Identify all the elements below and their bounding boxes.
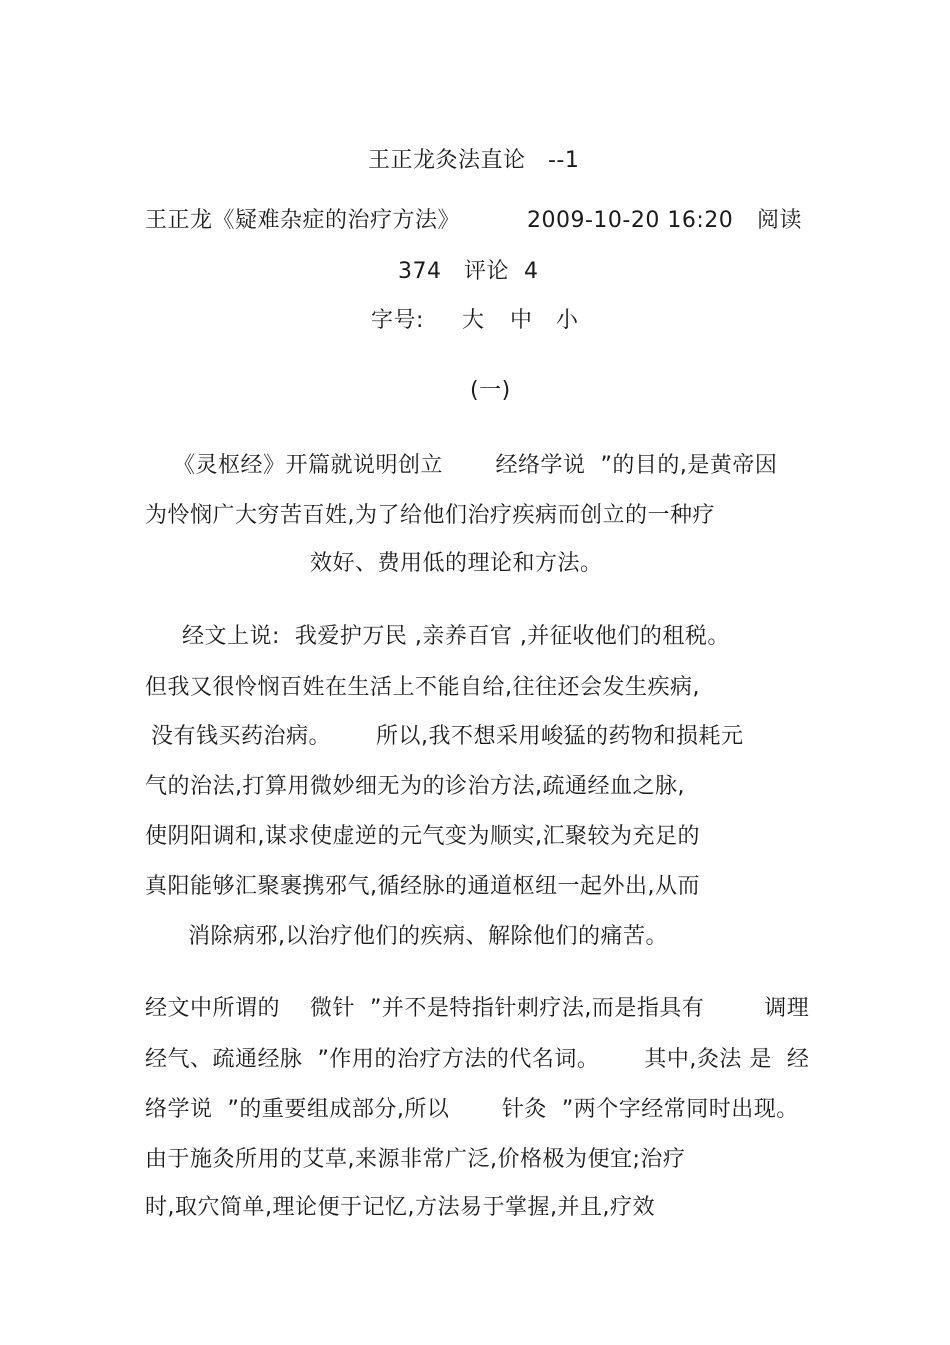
paragraph-line: 络学说 ”的重要组成部分,所以 针灸 ”两个字经常同时出现。 <box>145 1097 799 1122</box>
paragraph-line: 消除病邪,以治疗他们的疾病、解除他们的痛苦。 <box>188 924 668 949</box>
font-size-large-link[interactable]: 大 <box>462 308 485 333</box>
author-book: 王正龙《疑难杂症的治疗方法》 <box>145 208 461 233</box>
read-label: 阅读 <box>757 208 803 233</box>
paragraph-line: 真阳能够汇聚裹携邪气,循经脉的通道枢纽一起外出,从而 <box>145 874 700 899</box>
post-datetime: 2009-10-20 16:20 <box>527 208 734 233</box>
paragraph-line: 没有钱买药治病。 所以,我不想采用峻猛的药物和损耗元 <box>151 724 744 749</box>
paragraph-line: 经气、疏通经脉 ”作用的治疗方法的代名词。 其中,灸法 是 经 <box>145 1047 810 1072</box>
paragraph-line: 由于施灸所用的艾草,来源非常广泛,价格极为便宜;治疗 <box>145 1147 686 1172</box>
paragraph-line: 时,取穴简单,理论便于记忆,方法易于掌握,并且,疗效 <box>145 1195 655 1220</box>
paragraph-line: 效好、费用低的理论和方法。 <box>310 551 603 576</box>
paragraph-line: 使阴阳调和,谋求使虚逆的元气变为顺实,汇聚较为充足的 <box>145 824 700 849</box>
paragraph-line: 气的治法,打算用微妙细无为的诊治方法,疏通经血之脉, <box>145 774 685 799</box>
font-size-small-link[interactable]: 小 <box>556 308 579 333</box>
page-title: 王正龙灸法直论 --1 <box>368 148 580 173</box>
paragraph-line: 为怜悯广大穷苦百姓,为了给他们治疗疾病而创立的一种疗 <box>145 503 715 528</box>
font-size-medium-link[interactable]: 中 <box>510 308 533 333</box>
read-comment-count: 374 评论 4 <box>398 259 539 284</box>
paragraph-line: 《灵枢经》开篇就说明创立 经络学说 ”的目的,是黄帝因 <box>173 453 778 478</box>
font-size-label: 字号: <box>371 308 424 333</box>
paragraph-line: 经文中所谓的 微针 ”并不是特指针刺疗法,而是指具有 调理 <box>145 996 810 1021</box>
paragraph-line: 但我又很怜悯百姓在生活上不能自给,往往还会发生疾病, <box>145 675 700 700</box>
section-heading: (一) <box>470 378 511 403</box>
paragraph-line: 经文上说: 我爱护万民 ,亲养百官 ,并征收他们的租税。 <box>182 624 730 649</box>
